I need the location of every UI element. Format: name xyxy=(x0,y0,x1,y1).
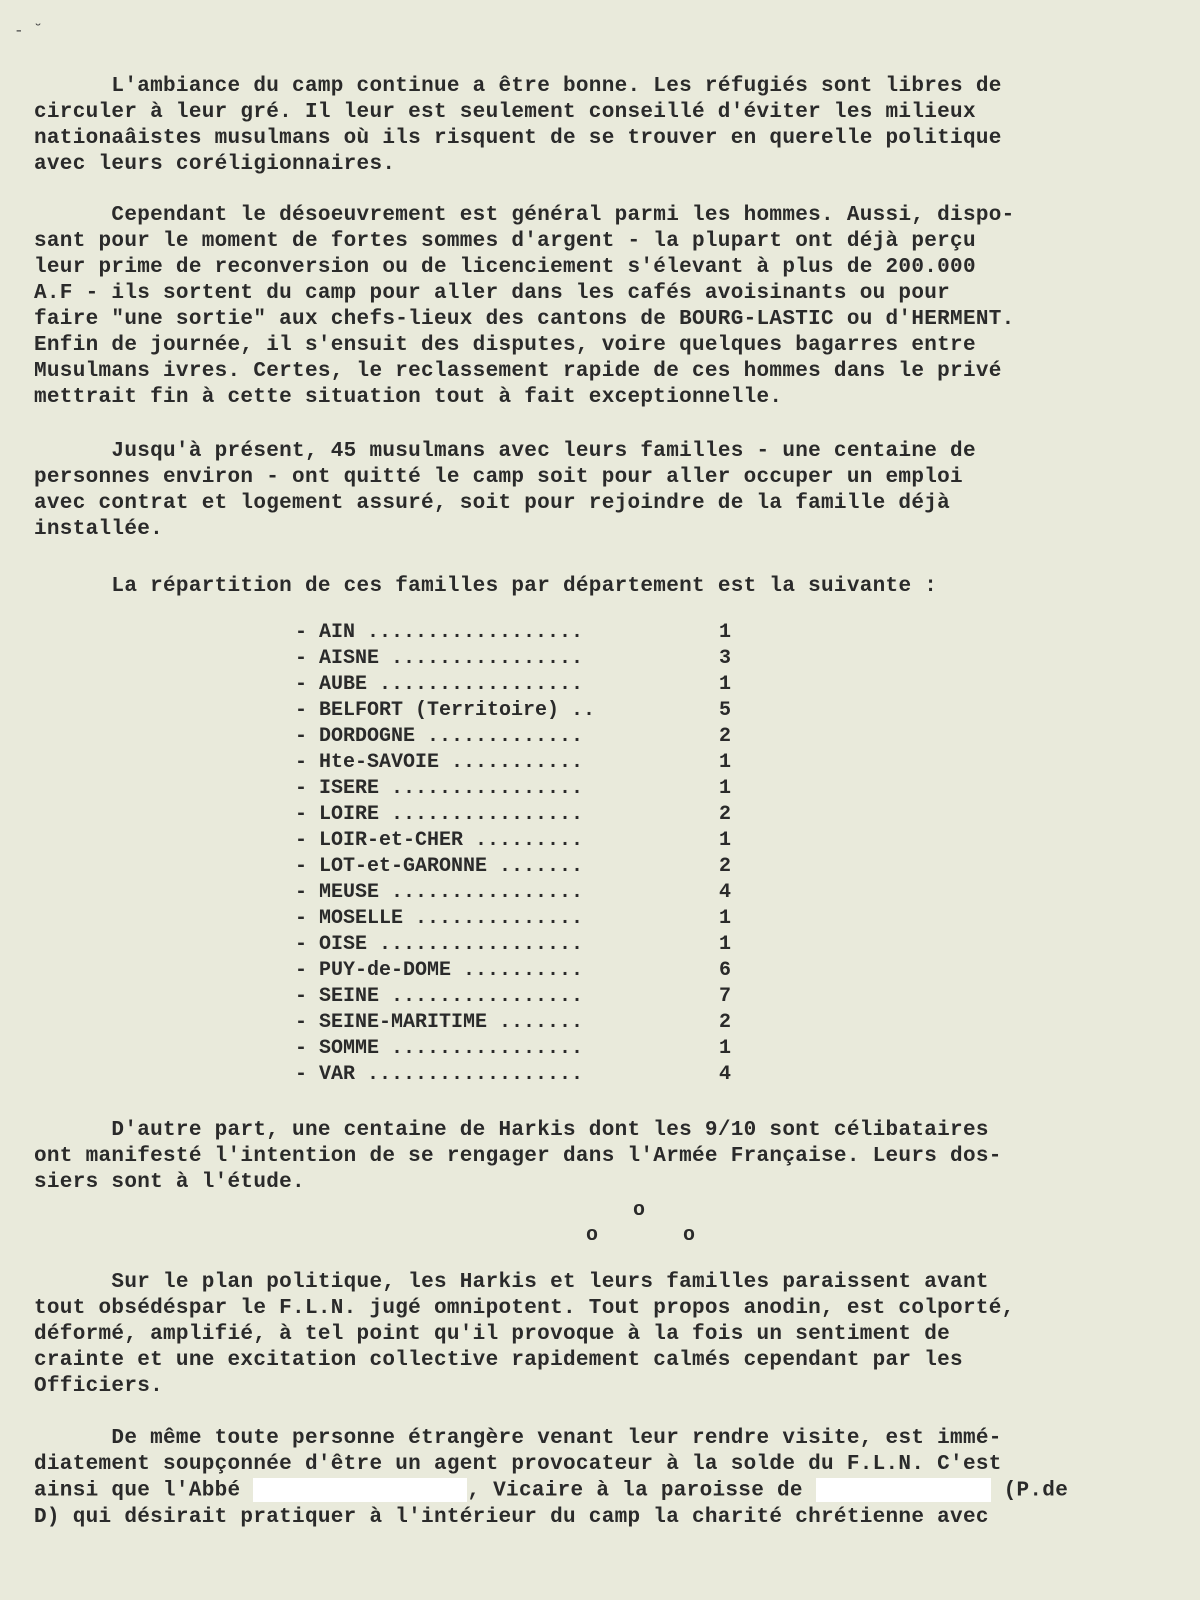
visitors-text-end: (P.de D) qui désirait pratiquer à l'intérieur du camp la charité chrétienne avec xyxy=(34,1479,1069,1529)
department-count: 7 xyxy=(718,985,731,1008)
department-count: 1 xyxy=(718,1037,731,1060)
department-name: - PUY-de-DOME .......... xyxy=(295,959,584,982)
department-count: 2 xyxy=(718,725,731,748)
redaction-box xyxy=(253,1478,467,1502)
department-name: - DORDOGNE ............. xyxy=(295,725,584,748)
department-row xyxy=(295,724,755,750)
department-name: - LOIR-et-CHER ......... xyxy=(295,829,584,852)
department-name: - AUBE ................. xyxy=(295,673,584,696)
department-row xyxy=(295,1010,755,1036)
department-count: 3 xyxy=(718,647,731,670)
redaction-box xyxy=(816,1478,991,1502)
department-name: - AIN .................. xyxy=(295,621,584,644)
department-row xyxy=(295,750,755,776)
department-name: - OISE ................. xyxy=(295,933,584,956)
department-count: 2 xyxy=(718,855,731,878)
paragraph-idleness: Cependant le désoeuvrement est général parmi les hommes. Aussi, dispo- sant pour le moment de fortes sommes d'argent - la plupart ont déjà perçu leur prime de reconversion ou de licenciement s'élevant à plus de 200.000 A.F - ils sortent du camp pour aller dans les cafés avoisinants ou pour faire "une sortie" aux chefs-lieux des cantons de BOURG-LASTIC ou d'HERMENT. Enfin de journée, il s'ensuit des disputes, voire quelques bagarres entre Musulmans ivres. Certes, le reclassement rapide de ces hommes dans le privé mettrait fin à cette situation tout à fait exceptionnelle. xyxy=(34,204,1015,409)
department-count: 6 xyxy=(718,959,731,982)
department-count: 1 xyxy=(718,907,731,930)
department-name: - AISNE ................ xyxy=(295,647,584,670)
department-count: 1 xyxy=(718,621,731,644)
department-row xyxy=(295,672,755,698)
department-row xyxy=(295,932,755,958)
department-name: - SEINE ................ xyxy=(295,985,584,1008)
department-count: 2 xyxy=(718,1011,731,1034)
visitors-text-start: De même toute personne étrangère venant leur rendre visite, est immé- diatement soupçonnée d'être un agent provocateur à la solde du F.L.N. C'est ainsi que l'Abbé xyxy=(34,1427,1002,1503)
department-row xyxy=(295,1036,755,1062)
department-row xyxy=(295,854,755,880)
department-row xyxy=(295,828,755,854)
department-count: 1 xyxy=(718,751,731,774)
department-row xyxy=(295,620,755,646)
department-count: 1 xyxy=(718,673,731,696)
department-name: - MOSELLE .............. xyxy=(295,907,584,930)
paragraph-departures: Jusqu'à présent, 45 musulmans avec leurs familles - une centaine de personnes environ - ont quitté le camp soit pour aller occuper un emploi avec contrat et logement assuré, soit pour rejoindre de la famille déjà installée. xyxy=(34,440,976,541)
margin-mark: - ˘ xyxy=(14,22,43,40)
department-name: - ISERE ................ xyxy=(295,777,584,800)
department-row xyxy=(295,1062,755,1088)
department-name: - LOIRE ................ xyxy=(295,803,584,826)
separator-mark-right: o xyxy=(683,1224,696,1247)
paragraph-distribution-intro: La répartition de ces familles par département est la suivante : xyxy=(34,575,938,598)
separator-mark-left: o xyxy=(586,1224,599,1247)
department-count: 2 xyxy=(718,803,731,826)
department-name: - VAR .................. xyxy=(295,1063,584,1086)
department-row xyxy=(295,646,755,672)
separator-mark-top: o xyxy=(633,1199,646,1222)
department-count: 4 xyxy=(718,1063,731,1086)
department-row xyxy=(295,776,755,802)
department-list xyxy=(295,620,755,1088)
paragraph-reenlistment: D'autre part, une centaine de Harkis dont les 9/10 sont célibataires ont manifesté l'intention de se rengager dans l'Armée Française. Leurs dos- siers sont à l'étude. xyxy=(34,1119,1002,1194)
department-name: - SOMME ................ xyxy=(295,1037,584,1060)
department-row xyxy=(295,984,755,1010)
department-count: 4 xyxy=(718,881,731,904)
paragraph-visitors xyxy=(34,1426,1184,1531)
department-name: - Hte-SAVOIE ........... xyxy=(295,751,584,774)
department-name: - MEUSE ................ xyxy=(295,881,584,904)
department-row xyxy=(295,698,755,724)
department-count: 1 xyxy=(718,829,731,852)
department-row xyxy=(295,958,755,984)
paragraph-camp-atmosphere: L'ambiance du camp continue a être bonne. Les réfugiés sont libres de circuler à leur gré. Il leur est seulement conseillé d'éviter les milieux nationaâistes musulmans où ils risquent de se trouver en querelle politique avec leurs coréligionnaires. xyxy=(34,75,1002,176)
department-row xyxy=(295,906,755,932)
department-count: 1 xyxy=(718,777,731,800)
department-row xyxy=(295,802,755,828)
department-count: 1 xyxy=(718,933,731,956)
department-count: 5 xyxy=(718,699,731,722)
paragraph-political: Sur le plan politique, les Harkis et leurs familles paraissent avant tout obsédéspar le F.L.N. jugé omnipotent. Tout propos anodin, est colporté, déformé, amplifié, à tel point qu'il provoque à la fois un sentiment de crainte et une excitation collective rapidement calmés cependant par les Officiers. xyxy=(34,1271,1015,1398)
department-name: - LOT-et-GARONNE ....... xyxy=(295,855,584,878)
department-name: - SEINE-MARITIME ....... xyxy=(295,1011,584,1034)
department-name: - BELFORT (Territoire) .. xyxy=(295,699,596,722)
department-row xyxy=(295,880,755,906)
visitors-text-middle: , Vicaire à la paroisse de xyxy=(467,1479,816,1503)
